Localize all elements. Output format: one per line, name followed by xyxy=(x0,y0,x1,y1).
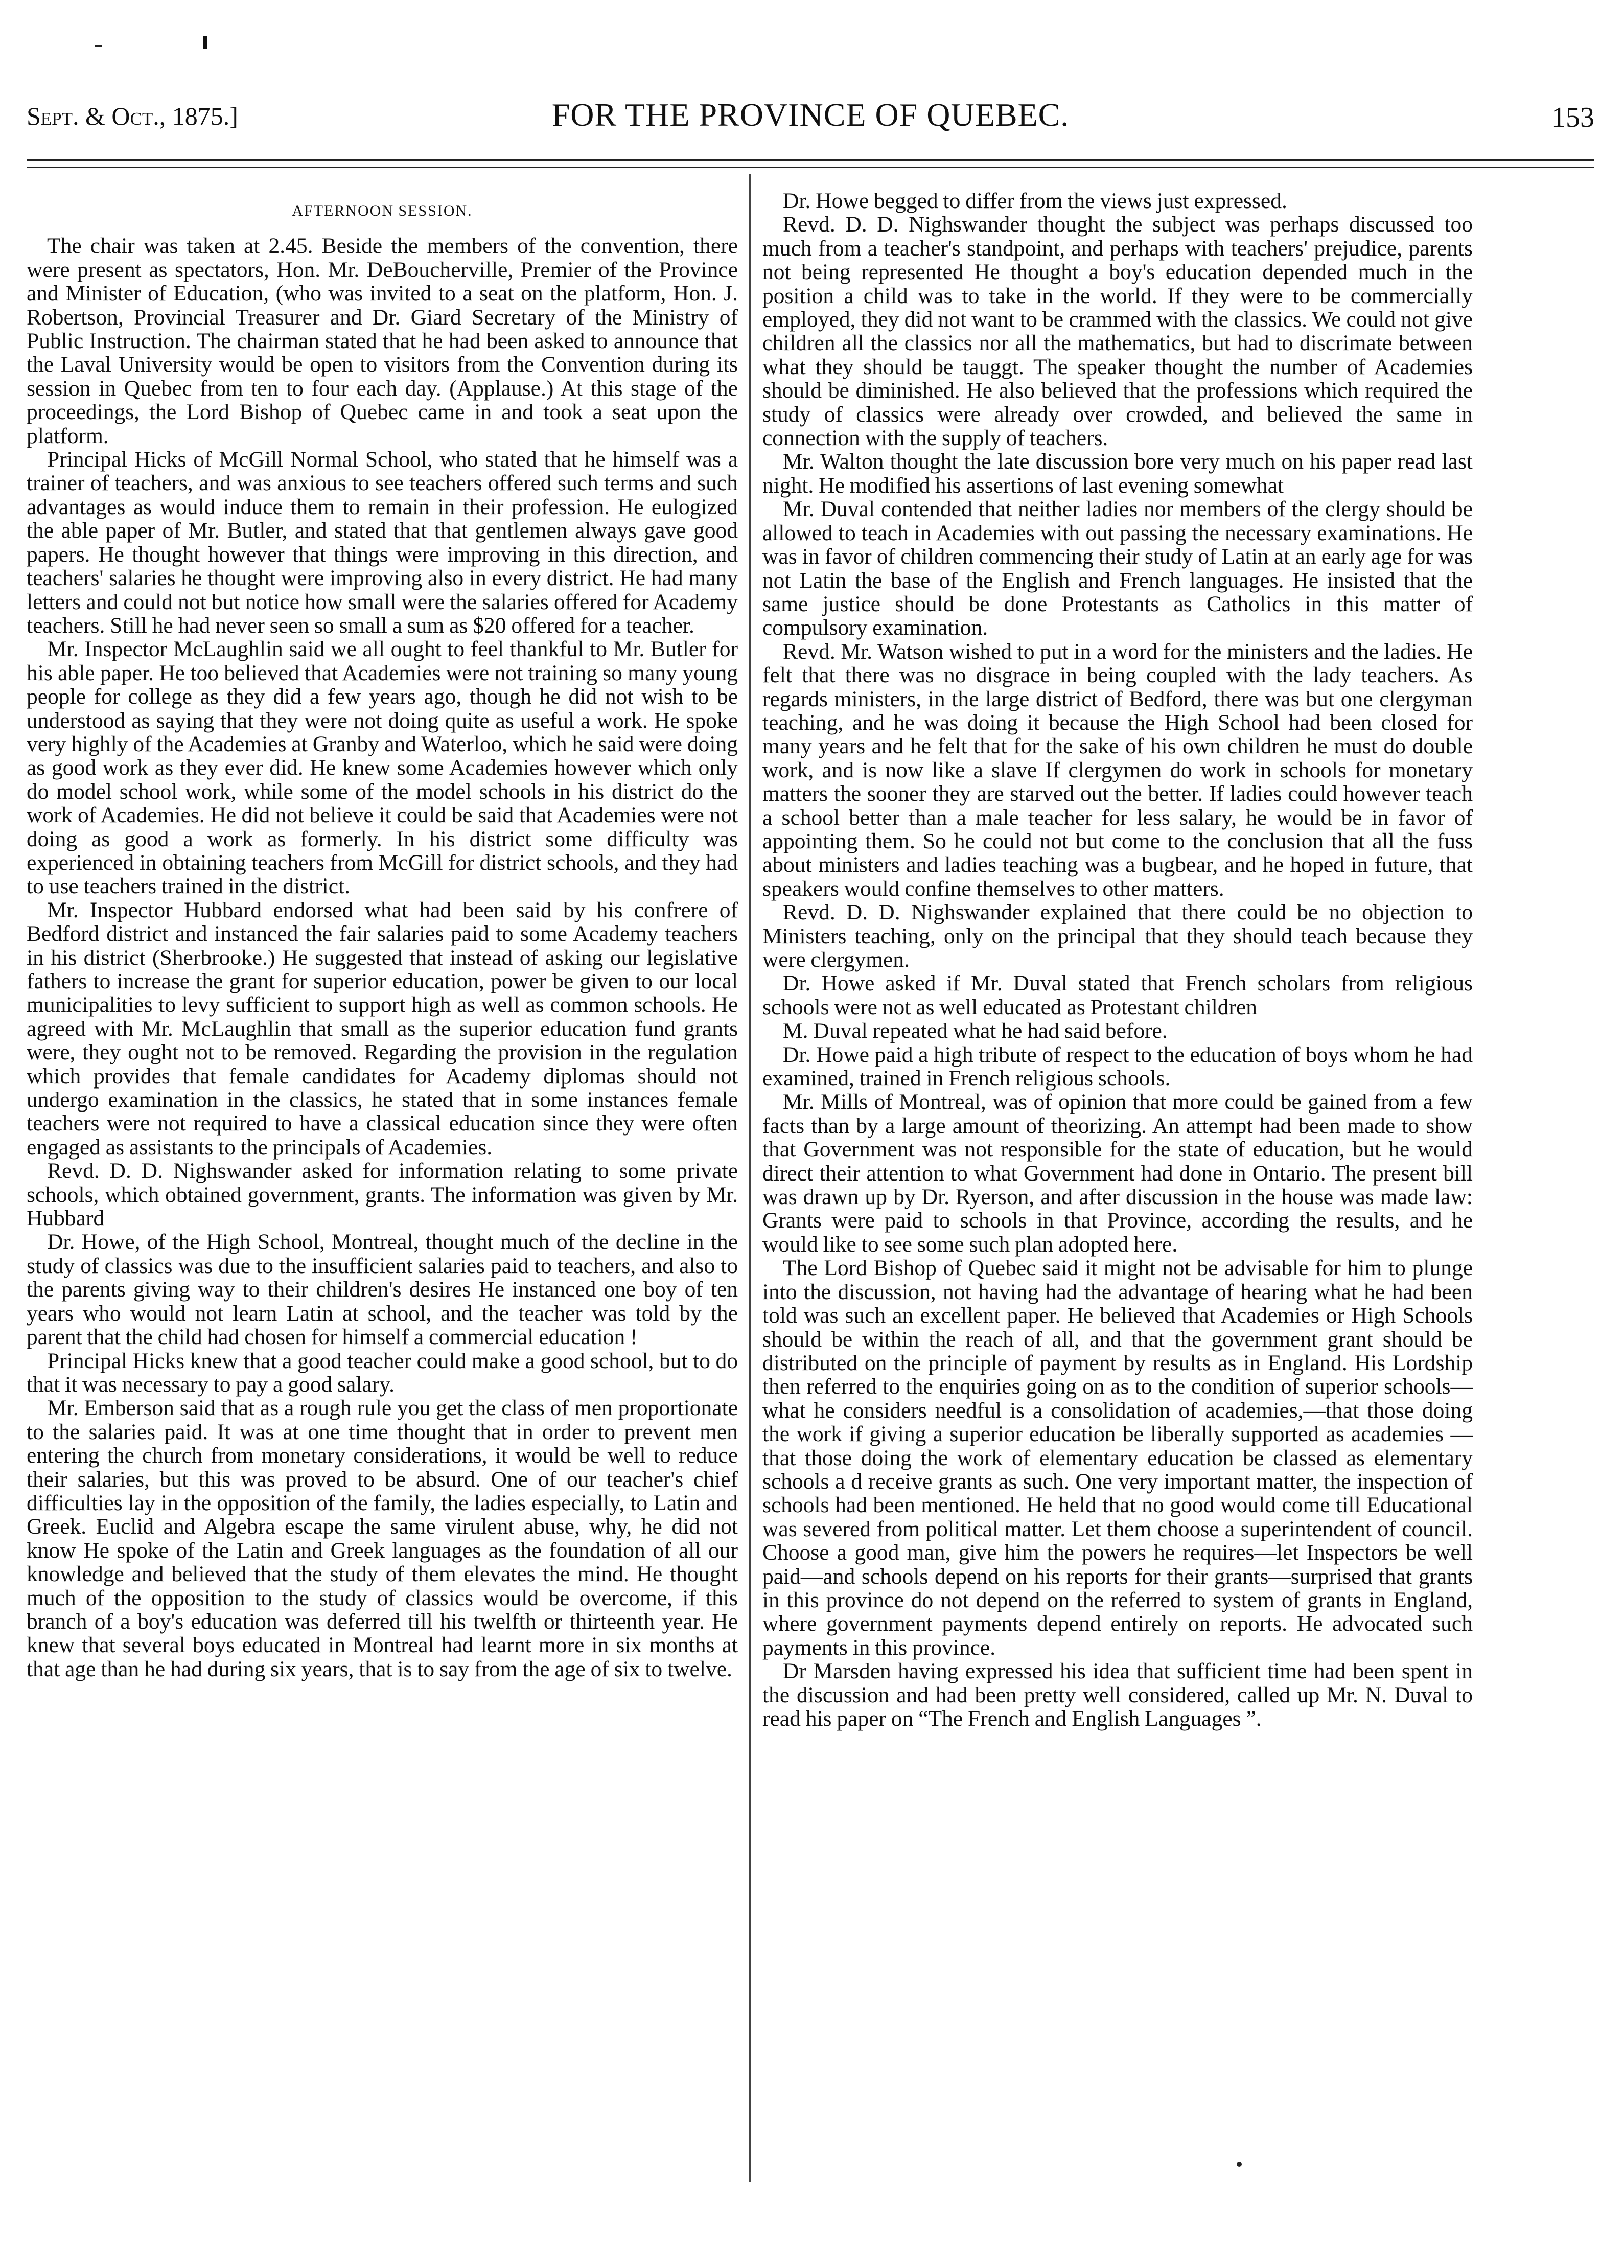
header-date: Sept. & Oct., 1875.] xyxy=(27,102,238,130)
paragraph: Dr Marsden having expressed his idea that sufficient time had been spent in the discussion and had been pretty well considered, called up Mr. N. Duval to read his paper on “The French and English Languages ”. xyxy=(762,1659,1473,1731)
scan-speck xyxy=(95,45,102,47)
running-header xyxy=(27,96,1594,142)
paragraph: The chair was taken at 2.45. Beside the members of the convention, there were present as spectators, Hon. Mr. DeBoucherville, Premier of the Province and Minister of Education, (who was invited to a seat on the platform, Hon. J. Robertson, Provincial Treasurer and Dr. Giard Secretary of the Ministry of Public Instruction. The chairman stated that he had been asked to announce that the Laval University would be open to visitors from the Convention during its session in Quebec from ten to four each day. (Applause.) At this stage of the proceedings, the Lord Bishop of Quebec came in and took a seat upon the platform. xyxy=(27,234,738,448)
scan-speck xyxy=(203,36,207,49)
paragraph: Dr. Howe, of the High School, Montreal, thought much of the decline in the study of classics was due to the insufficient salaries paid to teachers, and also to the parents giving way to their children's desires He instanced one boy of ten years who would not learn Latin at school, and the teacher was told by the parent that the child had chosen for himself a commercial education ! xyxy=(27,1230,738,1350)
left-column xyxy=(27,189,738,1681)
paragraph: Revd. D. D. Nighswander explained that there could be no objection to Ministers teaching, only on the principal that they should teach because they were clergymen. xyxy=(762,900,1473,972)
paragraph: Dr. Howe asked if Mr. Duval stated that French scholars from religious schools were not as well educated as Protestant children xyxy=(762,971,1473,1020)
header-rule xyxy=(27,167,1594,168)
paragraph: Mr. Emberson said that as a rough rule you get the class of men proportionate to the salaries paid. It was at one time thought that in order to prevent men entering the church from monetary considerations, it would be well to reduce their salaries, but this was proved to be absurd. One of our teacher's chief difficulties lay in the opposition of the family, the ladies especially, to Latin and Greek. Euclid and Algebra escape the same virulent abuse, why, he did not know He spoke of the Latin and Greek languages as the foundation of all our knowledge and believed that the study of them elevates the mind. He thought much of the opposition to the study of classics would be overcome, if this branch of a boy's education was deferred till his twelfth or thirteenth year. He knew that several boys educated in Montreal had learnt more in six months at that age than he had during six years, that is to say from the age of six to twelve. xyxy=(27,1396,738,1681)
paragraph: Dr. Howe begged to differ from the views just expressed. xyxy=(783,189,1287,213)
paragraph: Principal Hicks knew that a good teacher could make a good school, but to do that it was necessary to pay a good salary. xyxy=(27,1348,738,1397)
paragraph: Dr. Howe paid a high tribute of respect to the education of boys whom he had examined, trained in French religious schools. xyxy=(762,1042,1473,1091)
paragraph: Mr. Inspector Hubbard endorsed what had been said by his confrere of Bedford district and instanced the fair salaries paid to some Academy teachers in his district (Sherbrooke.) He suggested that instead of asking our legislative fathers to increase the grant for superior education, power be given to our local municipalities to levy sufficient to support high as well as common schools. He agreed with Mr. McLaughlin that small as the superior education fund grants were, they ought not to be removed. Regarding the provision in the regulation which provides that female candidates for Academy diplomas should not undergo examination in the classics, he stated that in some instances female teachers were not required to have a classical education since they were often engaged as assistants to the principals of Academies. xyxy=(27,897,738,1160)
paragraph: Mr. Inspector McLaughlin said we all ought to feel thankful to Mr. Butler for his able paper. He too believed that Academies were not training so many young people for college as they did a few years ago, though he did not wish to be understood as saying that they were not doing quite as useful a work. He spoke very highly of the Academies at Granby and Waterloo, which he said were doing as good work as they ever did. He knew some Academies however which only do model school work, while some of the model schools in his district do the work of Academies. He did not believe it could be said that Academies were not doing as good a work as formerly. In his district some difficulty was experienced in obtaining teachers from McGill for district schools, and they had to use teachers trained in the district. xyxy=(27,637,738,899)
paragraph: Revd. D. D. Nighswander thought the subject was perhaps discussed too much from a teacher's standpoint, and perhaps with teachers' prejudice, parents not being represented He thought a boy's education depended much in the position a child was to take in the world. If they were to be commercially employed, they did not want to be crammed with the classics. We could not give children all the classics nor all the mathematics, but had to discrimate between what they should be tauggt. The speaker thought the number of Academies should be diminished. He also believed that the professions which required the study of classics were already over crowded, and believed the same in connection with the supply of teachers. xyxy=(762,212,1473,451)
column-divider xyxy=(749,174,751,2182)
paragraph: Principal Hicks of McGill Normal School, who stated that he himself was a trainer of teachers, and was anxious to see teachers offered such terms and such advantages as would induce them to remain in their profession. He eulogized the able paper of Mr. Butler, and stated that that gentlemen always gave good papers. He thought however that things were improving in this direction, and teachers' salaries he thought were improving also in every district. He had many letters and could not but notice how small were the salaries offered for Academy teachers. Still he had never seen so small a sum as $20 offered for a teacher. xyxy=(27,447,738,638)
paragraph: Mr. Duval contended that neither ladies nor members of the clergy should be allowed to teach in Academies with out passing the necessary examinations. He was in favor of children commencing their study of Latin at an early age for was not Latin the base of the English and French languages. He insisted that the same justice should be done Protestants as Catholics in this matter of compulsory examination. xyxy=(762,497,1473,640)
section-title: AFTERNOON SESSION. xyxy=(292,202,473,219)
scan-speck xyxy=(1237,2162,1242,2167)
right-column xyxy=(762,189,1473,1730)
paragraph: Mr. Walton thought the late discussion bore very much on his paper read last night. He modified his assertions of last evening somewhat xyxy=(762,449,1473,498)
paragraph: Mr. Mills of Montreal, was of opinion that more could be gained from a few facts than by a large amount of theorizing. An attempt had been made to show that Government was not responsible for the state of education, but he would direct their attention to what Government had done in Ontario. The present bill was drawn up by Dr. Ryerson, and after discussion in the house was made law: Grants were paid to schools in that Province, according the results, and he would like to see some such plan adopted here. xyxy=(762,1090,1473,1257)
paragraph: The Lord Bishop of Quebec said it might not be advisable for him to plunge into the discussion, not having had the advantage of hearing what he had been told was such an excellent paper. He believed that Academies or High Schools should be within the reach of all, and that the government grant should be distributed on the principle of payment by results as in England. His Lordship then referred to the enquiries going on as to the condition of superior schools—what he considers needful is a consolidation of academies,—that those doing the work if giving a superior education be liberally supported as academies —that those doing the work of elementary education be classed as elementary schools a d receive grants as such. One very important matter, the inspection of schools had been mentioned. He held that no good would come till Educational was severed from political matter. Let them choose a superintendent of council. Choose a good man, give him the powers he requires—let Inspectors be well paid—and schools depend on his reports for their grants—surprised that grants in this province do not depend on the referred to system of grants in England, where government payments depend entirely on reports. He advocated such payments in this province. xyxy=(762,1256,1473,1660)
paragraph: Revd. D. D. Nighswander asked for information relating to some private schools, which obtained government, grants. The information was given by Mr. Hubbard xyxy=(27,1159,738,1231)
paragraph: M. Duval repeated what he had said before. xyxy=(783,1019,1168,1044)
page-number: 153 xyxy=(1551,102,1594,133)
header-rule xyxy=(27,159,1594,161)
header-title: FOR THE PROVINCE OF QUEBEC. xyxy=(551,97,1070,133)
paragraph: Revd. Mr. Watson wished to put in a word for the ministers and the ladies. He felt that there was no disgrace in being coupled with the lady teachers. As regards ministers, in the large district of Bedford, there was but one clergyman teaching, and he was doing it because the High School had been closed for many years and he felt that for the sake of his own children he must do double work, and is now like a slave If clergymen do work in schools for monetary matters the sooner they are starved out the better. If ladies could however teach a school better than a male teacher for less salary, he would be in favor of appointing them. So he could not but come to the conclusion that all the fuss about ministers and ladies teaching was a bugbear, and he hoped in future, that speakers would confine themselves to other matters. xyxy=(762,639,1473,901)
